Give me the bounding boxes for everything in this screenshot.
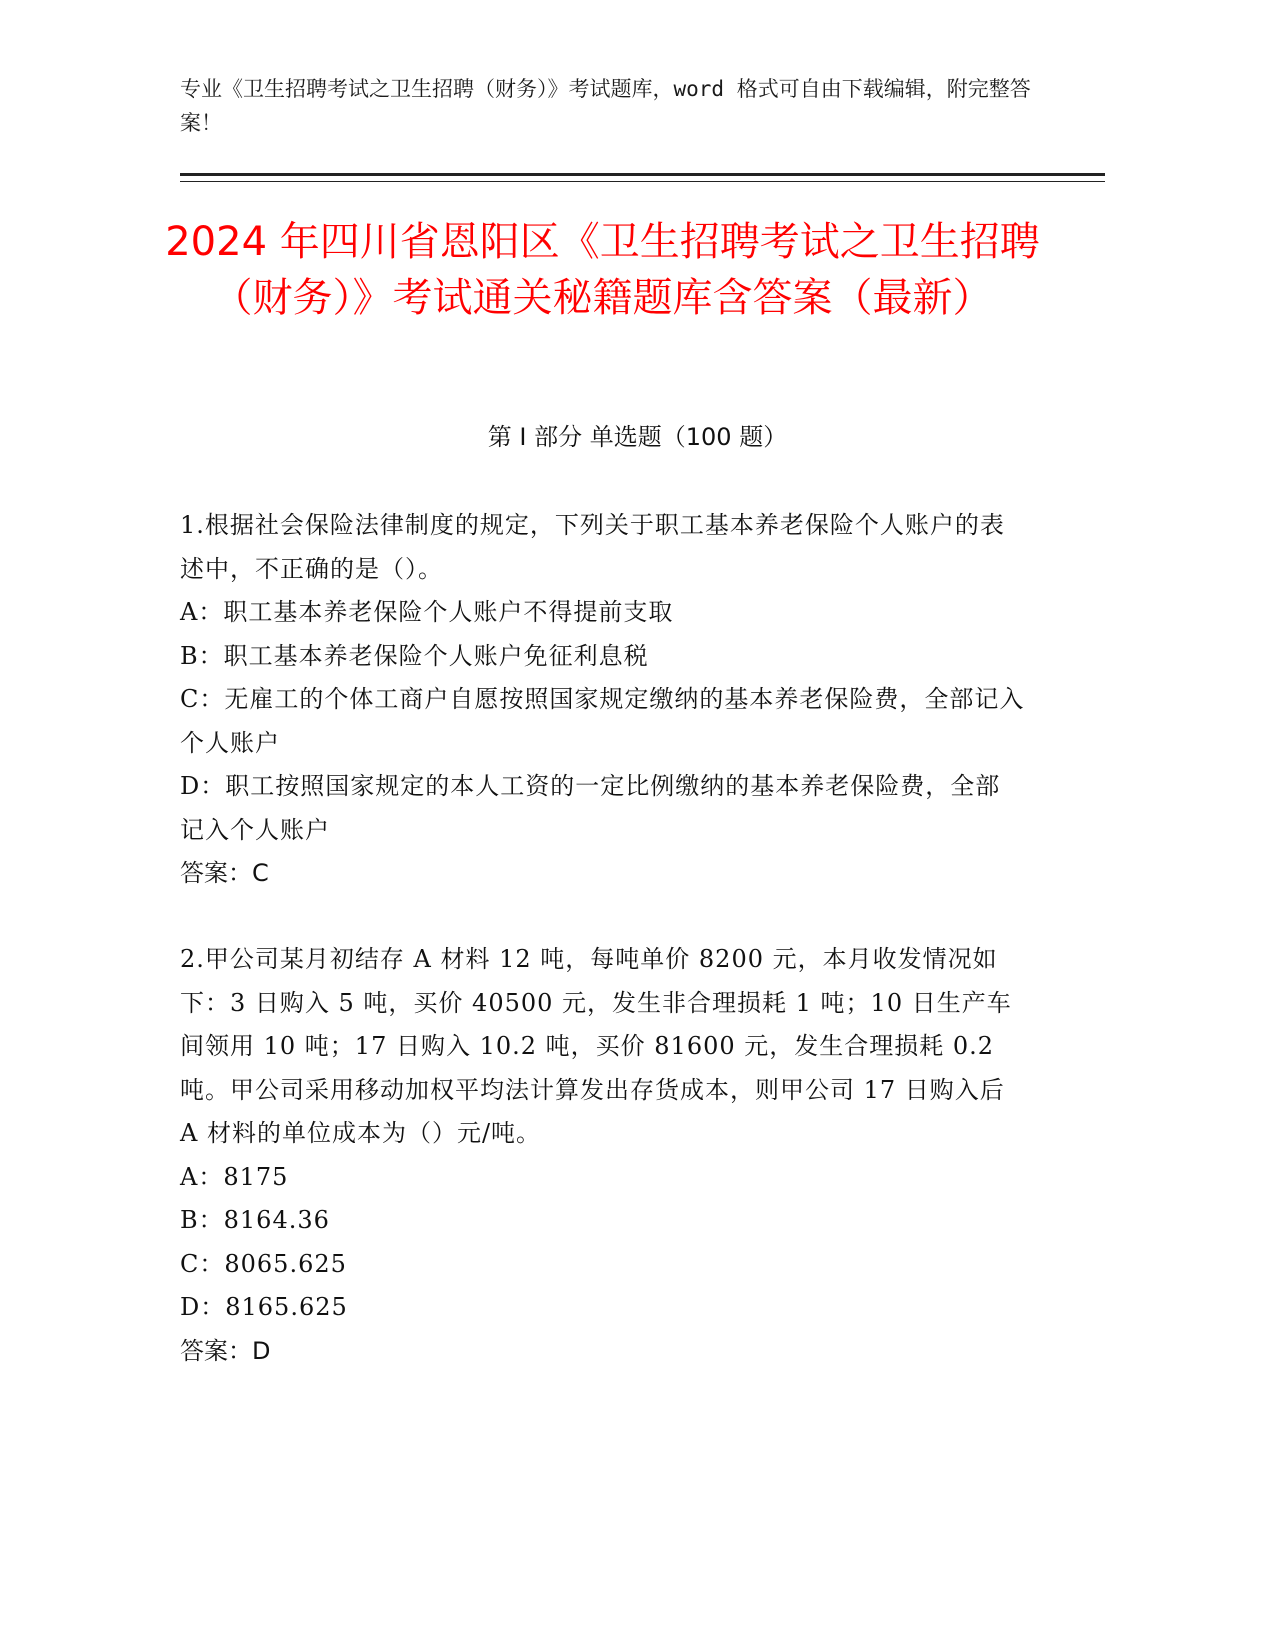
question-stem: 2.甲公司某月初结存 A 材料 12 吨，每吨单价 8200 元，本月收发情况如下：3 日购入 5 吨，买价 40500 元，发生非合理损耗 1 吨；10 日生产车间领用 10 吨；17 日购入 10.2 吨，买价 81600 元，发生合理损耗 0.2 吨。甲公司采用移动加权平均法计算发出存货成本，则甲公司 17 日购入后 A 材料的单位成本为（）元/吨。 xyxy=(180,945,1012,1147)
option-a: A：职工基本养老保险个人账户不得提前支取 xyxy=(180,598,674,626)
option-c: C：无雇工的个体工商户自愿按照国家规定缴纳的基本养老保险费，全部记入个人账户 xyxy=(180,685,1025,757)
option-c: C：8065.625 xyxy=(180,1249,347,1278)
header-divider-thick xyxy=(180,173,1105,176)
answer: 答案：C xyxy=(180,859,269,887)
section-heading: 第 I 部分 单选题（100 题） xyxy=(487,423,788,451)
header-note: 专业《卫生招聘考试之卫生招聘（财务）》考试题库，word 格式可自由下载编辑，附完整答案！ xyxy=(180,77,1031,135)
option-d: D：8165.625 xyxy=(180,1293,348,1321)
header-divider-thin xyxy=(180,181,1105,182)
option-b: B：职工基本养老保险个人账户免征利息税 xyxy=(180,641,649,670)
document-title: 2024 年四川省恩阳区《卫生招聘考试之卫生招聘（财务）》考试通关秘籍题库含答案（最新） xyxy=(165,219,1040,321)
question-2 xyxy=(180,938,1025,1373)
option-b: B：8164.36 xyxy=(180,1206,330,1234)
option-d: D：职工按照国家规定的本人工资的一定比例缴纳的基本养老保险费，全部记入个人账户 xyxy=(180,772,1001,844)
question-stem: 1.根据社会保险法律制度的规定，下列关于职工基本养老保险个人账户的表述中，不正确的是（）。 xyxy=(180,511,1005,583)
option-a: A：8175 xyxy=(180,1162,289,1191)
answer: 答案：D xyxy=(180,1336,271,1365)
question-1 xyxy=(180,504,1025,896)
